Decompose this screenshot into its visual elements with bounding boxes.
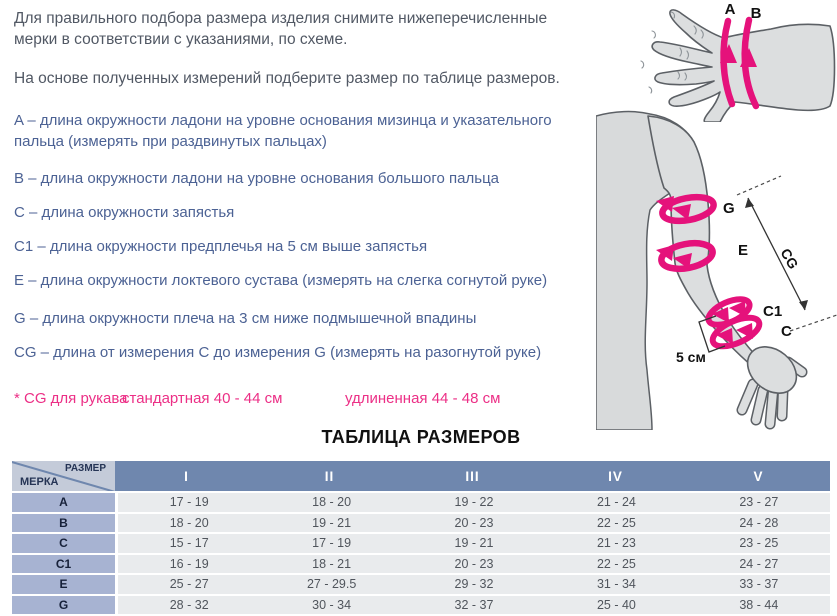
column-header-5: V <box>687 461 830 491</box>
row-label: C1 <box>12 555 115 574</box>
table-cell: 29 - 32 <box>454 577 494 592</box>
table-cell: 18 - 20 <box>169 515 209 530</box>
table-cell: 17 - 19 <box>169 495 209 510</box>
table-cell: 16 - 19 <box>169 556 209 571</box>
measurement-item-a: A – длина окружности ладони на уровне основания мизинца и указательного пальца (измерять при раздвинутых пальцах) <box>14 112 552 150</box>
table-cell: 22 - 25 <box>596 515 636 530</box>
row-label: G <box>12 596 115 615</box>
measurement-item-g: G – длина окружности плеча на 3 см ниже подмышечной впадины <box>14 310 477 327</box>
table-cell: 22 - 25 <box>596 556 636 571</box>
measurement-item-b: B – длина окружности ладони на уровне основания большого пальца <box>14 170 500 187</box>
arm-label-cg: CG <box>777 245 802 272</box>
corner-size-label: РАЗМЕР <box>65 463 106 474</box>
table-row-b <box>12 514 830 533</box>
intro-paragraph-1: Для правильного подбора размера изделия снимите нижеперечисленные мерки в соответствии с указаниями, по схеме. <box>14 10 548 48</box>
table-cell: 25 - 40 <box>596 597 636 612</box>
table-cell: 20 - 23 <box>454 556 494 571</box>
dashed-line-c <box>790 315 837 331</box>
arm-label-c1: C1 <box>763 303 783 320</box>
row-label: B <box>12 514 115 533</box>
arm-diagram-svg <box>596 100 837 430</box>
table-cell: 24 - 27 <box>739 556 779 571</box>
table-cell: 15 - 17 <box>169 536 209 551</box>
measurement-item-e: E – длина окружности локтевого сустава (измерять на слегка согнутой руке) <box>14 272 548 289</box>
row-label: E <box>12 575 115 594</box>
table-cell: 21 - 23 <box>596 536 636 551</box>
hand-label-b: B <box>750 5 762 22</box>
measurement-item-cg: CG – длина от измерения C до измерения G (измерять на разогнутой руке) <box>14 344 542 361</box>
table-cell: 38 - 44 <box>739 597 779 612</box>
row-label: A <box>12 493 115 512</box>
table-cell: 19 - 21 <box>454 536 494 551</box>
size-table <box>12 461 830 614</box>
table-cell: 19 - 22 <box>454 495 494 510</box>
table-row-e <box>12 575 830 594</box>
table-corner-cell <box>12 461 115 491</box>
table-cell: 28 - 32 <box>169 597 209 612</box>
table-row-a <box>12 493 830 512</box>
table-row-c <box>12 534 830 553</box>
table-cell: 18 - 20 <box>312 495 352 510</box>
column-header-1: I <box>115 461 258 491</box>
note-prefix: * CG для рукава <box>14 390 128 407</box>
measurement-item-c1: C1 – длина окружности предплечья на 5 см выше запястья <box>14 238 428 255</box>
size-table-header <box>12 461 830 491</box>
table-cell: 31 - 34 <box>596 577 636 592</box>
arm-diagram <box>596 100 837 430</box>
note-extended: удлиненная 44 - 48 см <box>345 390 501 407</box>
cg-arrow <box>745 198 808 310</box>
table-cell: 23 - 27 <box>739 495 779 510</box>
row-label: C <box>12 534 115 553</box>
arm-label-g: G <box>723 200 735 217</box>
table-row-g <box>12 596 830 615</box>
size-table-title: ТАБЛИЦА РАЗМЕРОВ <box>321 427 521 447</box>
hand-label-a: A <box>724 1 736 18</box>
intro-paragraph-2: На основе полученных измерений подберите размер по таблице размеров. <box>14 70 560 87</box>
note-standard: стандартная 40 - 44 см <box>122 390 283 407</box>
table-cell: 25 - 27 <box>169 577 209 592</box>
table-cell: 30 - 34 <box>312 597 352 612</box>
table-cell: 27 - 29.5 <box>306 577 357 592</box>
table-cell: 33 - 37 <box>739 577 779 592</box>
corner-measure-label: МЕРКА <box>20 476 59 488</box>
table-cell: 21 - 24 <box>596 495 636 510</box>
column-header-2: II <box>258 461 401 491</box>
column-header-4: IV <box>544 461 687 491</box>
table-cell: 19 - 21 <box>312 515 352 530</box>
measurement-item-c: C – длина окружности запястья <box>14 204 235 221</box>
column-header-3: III <box>401 461 544 491</box>
table-cell: 20 - 23 <box>454 515 494 530</box>
table-cell: 18 - 21 <box>312 556 352 571</box>
table-cell: 17 - 19 <box>312 536 352 551</box>
table-cell: 23 - 25 <box>739 536 779 551</box>
table-row-c1 <box>12 555 830 574</box>
five-cm-label: 5 см <box>676 349 706 365</box>
dashed-line-g <box>737 176 781 195</box>
arm-label-c: C <box>781 323 792 340</box>
table-cell: 24 - 28 <box>739 515 779 530</box>
table-cell: 32 - 37 <box>454 597 494 612</box>
arm-label-e: E <box>738 242 749 259</box>
